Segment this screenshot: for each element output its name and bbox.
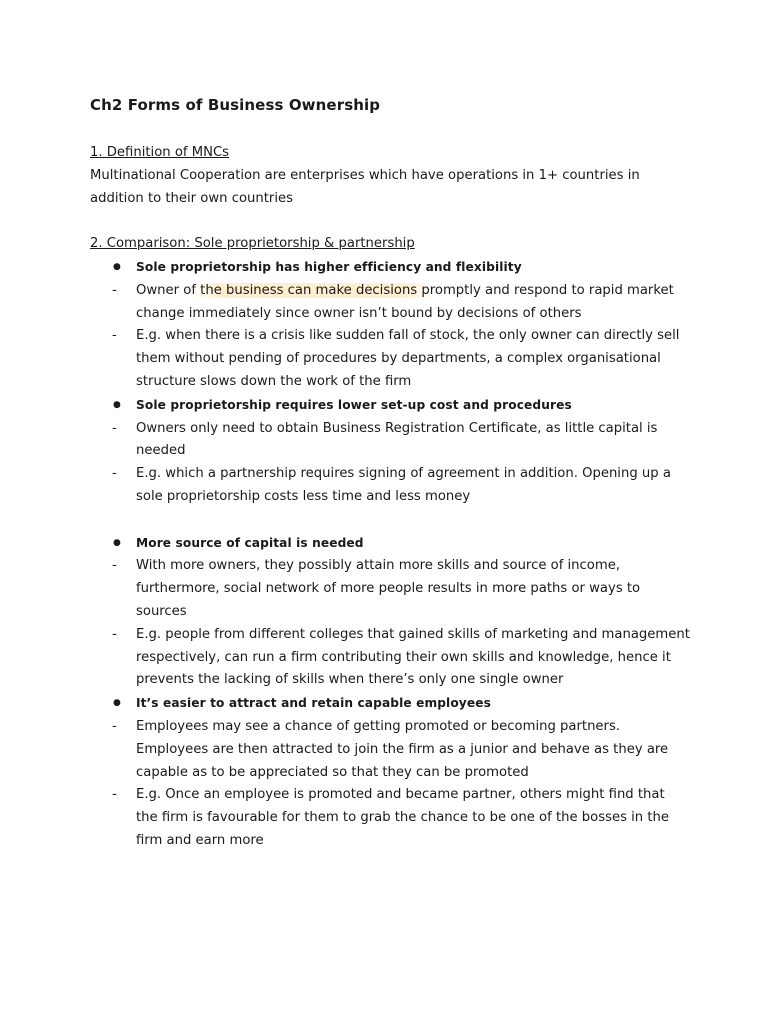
dash-marker: - (112, 718, 117, 734)
bullet-text: Sole proprietorship has higher efficiency and flexibility (136, 259, 522, 274)
list-item-dash (90, 784, 690, 852)
list-item-bullet (90, 394, 690, 418)
dash-text: E.g. when there is a crisis like sudden fall of stock, the only owner can directly sell them without pending of procedures by departments, a complex organisational structure slows down the work of the firm (136, 328, 680, 389)
bullet-marker: ● (113, 537, 121, 548)
document-content (90, 94, 690, 853)
section-heading-comparison: 2. Comparison: Sole proprietorship & partnership (90, 236, 415, 252)
bullet-marker: ● (113, 261, 121, 272)
list-item-bullet (90, 256, 690, 280)
dash-text (136, 283, 674, 321)
list-item-dash (90, 463, 690, 509)
dash-marker: - (112, 558, 117, 574)
section-heading-definition: 1. Definition of MNCs (90, 145, 230, 160)
bullet-text: It’s easier to attract and retain capable employees (136, 696, 491, 711)
bullet-marker: ● (113, 399, 121, 410)
list-item-dash (90, 624, 690, 692)
list-item-dash (90, 325, 690, 393)
dash-marker: - (112, 466, 117, 482)
dash-text: Owners only need to obtain Business Registration Certificate, as little capital is needed (136, 420, 658, 459)
text-segment: omptly and respond to rapid market change immediately since owner isn’t bound by decisions of others (136, 282, 674, 321)
list-item-dash (90, 418, 690, 464)
highlighted-text: f the business can make decisions pr (191, 282, 435, 298)
list-item-bullet (90, 692, 690, 716)
list-item-dash (90, 716, 690, 784)
dash-text: With more owners, they possibly attain more skills and source of income, furthermore, social network of more people results in more paths or ways to sources (136, 558, 641, 619)
text-segment: Owner o (136, 282, 192, 298)
dash-marker: - (112, 787, 117, 803)
bullet-text: More source of capital is needed (136, 535, 364, 550)
dash-text: Employees may see a chance of getting promoted or becoming partners. Employees are then attracted to join the firm as a junior and behave as they are capable as to be appreciated so that they can be promoted (136, 718, 669, 780)
dash-text: E.g. people from different colleges that gained skills of marketing and management respectively, can run a firm contributing their own skills and knowledge, hence it prevents the lacking of skills when there’s only one single owner (136, 626, 690, 688)
list-item-dash (90, 555, 690, 623)
list-item-bullet (90, 532, 690, 556)
bullet-text: Sole proprietorship requires lower set-up cost and procedures (136, 397, 572, 412)
list-item-dash (90, 280, 690, 326)
spacer (90, 509, 690, 532)
bullet-marker: ● (113, 698, 121, 709)
spacer (90, 210, 690, 233)
document-title: Ch2 Forms of Business Ownership (90, 96, 381, 114)
section-body-definition: Multinational Cooperation are enterprises which have operations in 1+ countries in addition to their own countries (90, 167, 640, 206)
dash-marker: - (112, 328, 117, 344)
dash-marker: - (112, 420, 117, 436)
dash-marker: - (112, 626, 117, 642)
dash-text: E.g. which a partnership requires signing of agreement in addition. Opening up a sole proprietorship costs less time and less money (136, 466, 671, 504)
dash-text: E.g. Once an employee is promoted and became partner, others might find that the firm is favourable for them to grab the chance to be one of the bosses in the firm and earn more (136, 787, 669, 848)
dash-marker: - (112, 282, 117, 298)
